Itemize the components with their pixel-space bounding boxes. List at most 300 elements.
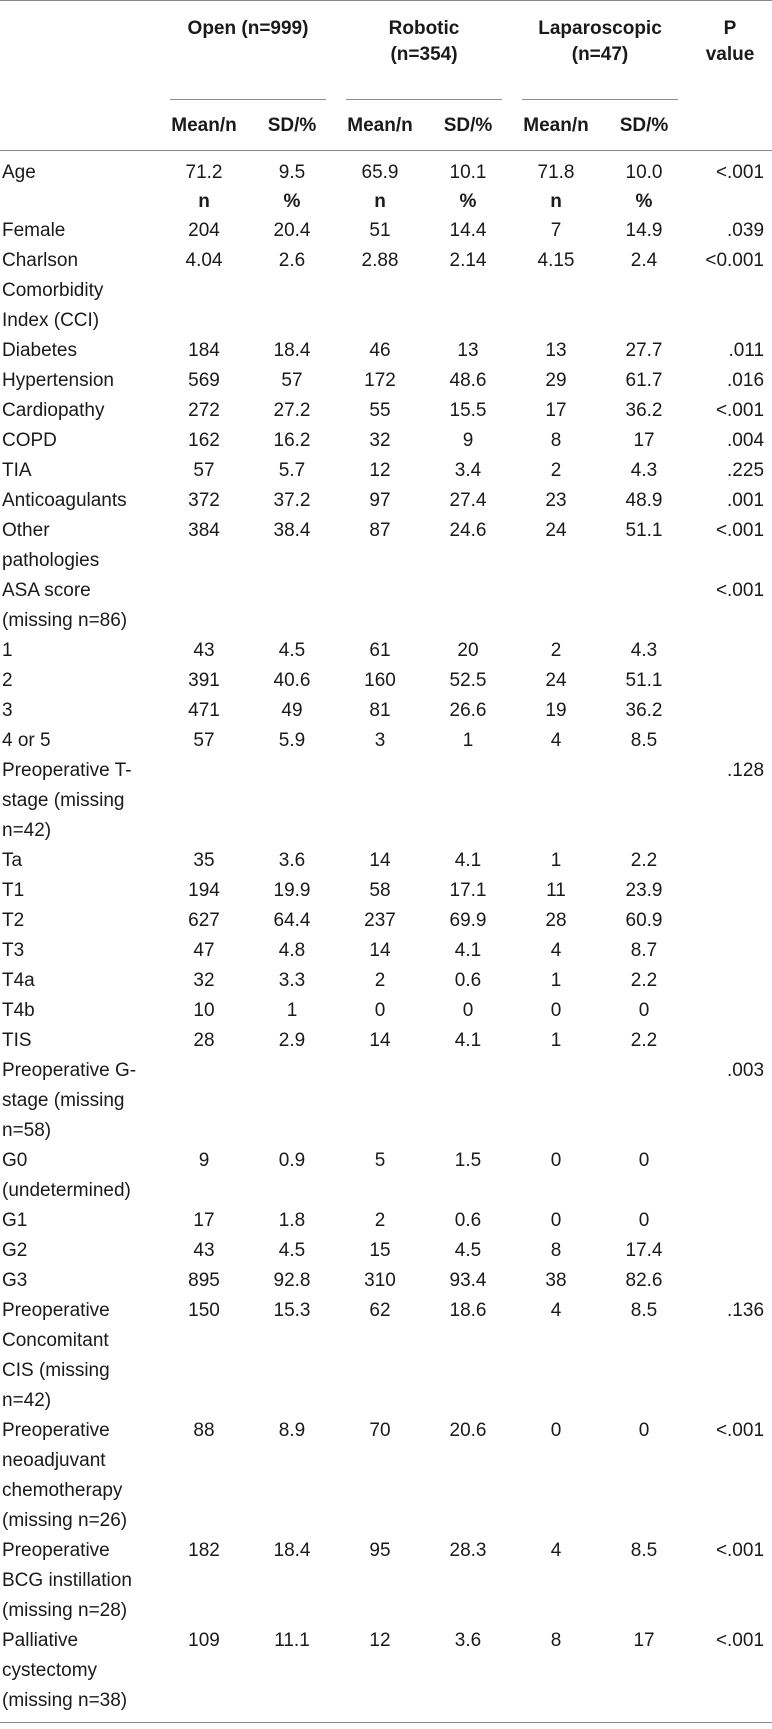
row-label — [0, 966, 160, 996]
cell-value: 2 — [550, 640, 562, 661]
cell-value: 0.6 — [454, 1210, 482, 1231]
cell-value: 4.5 — [454, 1240, 482, 1261]
cell-value: 160 — [364, 670, 396, 691]
table-row — [0, 1206, 772, 1236]
row-label — [0, 636, 160, 666]
cell-value — [424, 1056, 512, 1146]
cell-value: 14.9 — [625, 220, 663, 241]
cell-value: 65.9 — [361, 162, 399, 183]
cell-value: 8 — [550, 430, 562, 451]
cell-value: 0 — [374, 1000, 386, 1021]
cell-value: 19 — [545, 700, 567, 721]
cell-value: 14 — [369, 1030, 391, 1051]
cell-value: 37.2 — [273, 490, 311, 511]
cell-value: 4.5 — [278, 1240, 306, 1261]
row-label-line: (undetermined) — [2, 1180, 131, 1201]
table-row — [0, 756, 772, 846]
cell-value: 70 — [369, 1420, 391, 1441]
cell-value: 13 — [457, 340, 479, 361]
p-value: .128 — [727, 760, 765, 781]
cell-value: 36.2 — [625, 400, 663, 421]
cell-value: 15.5 — [449, 400, 487, 421]
cell-value: 4.8 — [278, 940, 306, 961]
cell-value: 57 — [193, 730, 215, 751]
cell-value: 0 — [550, 1210, 562, 1231]
cell-value: 92.8 — [273, 1270, 311, 1291]
cell-value: 27.7 — [625, 340, 663, 361]
row-label — [0, 1536, 160, 1626]
row-label-line: T4b — [2, 1000, 35, 1021]
row-label-line: chemotherapy — [2, 1480, 123, 1501]
row-label — [0, 696, 160, 726]
row-label-line: 1 — [2, 640, 13, 661]
row-label-line: 3 — [2, 700, 13, 721]
p-value — [688, 966, 772, 996]
p-value — [688, 846, 772, 876]
cell-value: 0 — [638, 1150, 650, 1171]
table-row — [0, 246, 772, 336]
robotic-mean-header: Mean/n — [347, 115, 413, 136]
row-label — [0, 216, 160, 246]
cell-value — [248, 756, 336, 846]
p-value: <0.001 — [705, 250, 765, 271]
cell-value: 28 — [193, 1030, 215, 1051]
laparoscopic-group-header — [512, 0, 688, 100]
cell-value: 2.2 — [630, 1030, 658, 1051]
row-label-line: Preoperative T- — [2, 760, 132, 781]
cell-value: 4.04 — [185, 250, 223, 271]
cell-value: 194 — [188, 880, 220, 901]
row-label-line: n=42) — [2, 1390, 52, 1411]
row-label-line: Hypertension — [2, 370, 114, 391]
cell-value: 51.1 — [625, 670, 663, 691]
cell-value: 57 — [281, 370, 303, 391]
row-label — [0, 486, 160, 516]
header-rule — [0, 150, 772, 151]
row-label-line: Cardiopathy — [2, 400, 105, 421]
row-label — [0, 906, 160, 936]
row-label — [0, 1056, 160, 1146]
row-label — [0, 246, 160, 336]
cell-value: 14.4 — [449, 220, 487, 241]
row-label — [0, 936, 160, 966]
p-value: <.001 — [715, 1420, 765, 1441]
cell-value — [424, 756, 512, 846]
cell-value: 20.6 — [449, 1420, 487, 1441]
cell-value: 5.9 — [278, 730, 306, 751]
row-label-line: (missing n=38) — [2, 1690, 128, 1711]
table-row — [0, 876, 772, 906]
table-row — [0, 426, 772, 456]
cell-value: 61.7 — [625, 370, 663, 391]
cell-value: 4.1 — [454, 850, 482, 871]
cell-value: 14 — [369, 850, 391, 871]
cell-value: 9 — [462, 430, 474, 451]
cell-value: 0.9 — [278, 1150, 306, 1171]
cell-value: 32 — [193, 970, 215, 991]
row-label-line: Age — [2, 162, 36, 183]
table-row — [0, 486, 772, 516]
cell-value: 38.4 — [273, 520, 311, 541]
cell-value: 18.6 — [449, 1300, 487, 1321]
table-row — [0, 1026, 772, 1056]
row-label — [0, 756, 160, 846]
cell-value: 184 — [188, 340, 220, 361]
p-value — [688, 906, 772, 936]
cell-value: 17 — [545, 400, 567, 421]
open-mean-header: Mean/n — [171, 115, 237, 136]
p-value: .001 — [727, 490, 765, 511]
row-label-line: Index (CCI) — [2, 310, 100, 331]
cell-value: 48.9 — [625, 490, 663, 511]
row-label-line: T4a — [2, 970, 35, 991]
row-label-line: T2 — [2, 910, 25, 931]
p-value — [688, 636, 772, 666]
row-label-line: G2 — [2, 1240, 28, 1261]
row-label-line: Diabetes — [2, 340, 77, 361]
cell-value — [160, 756, 248, 846]
cell-value: 35 — [193, 850, 215, 871]
cell-value: 0 — [550, 1150, 562, 1171]
blank-header — [0, 0, 160, 100]
table-row — [0, 216, 772, 246]
p-value: <.001 — [715, 400, 765, 421]
row-label — [0, 396, 160, 426]
cell-value: 1 — [550, 970, 562, 991]
robotic-sd-header: SD/% — [443, 115, 493, 136]
cell-value: 2.4 — [630, 250, 658, 271]
row-label — [0, 996, 160, 1026]
cell-value: 4.15 — [537, 250, 575, 271]
table-row — [0, 576, 772, 636]
row-label-line: pathologies — [2, 550, 100, 571]
cell-value: 71.8 — [537, 162, 575, 183]
cell-value: 0 — [550, 1420, 562, 1441]
cell-value: 28 — [545, 910, 567, 931]
cell-value: 2 — [550, 460, 562, 481]
cell-value: 1 — [462, 730, 474, 751]
row-label-line: n=42) — [2, 820, 52, 841]
cell-value: 58 — [369, 880, 391, 901]
cell-value: 237 — [364, 910, 396, 931]
cell-value: 24.6 — [449, 520, 487, 541]
cell-value — [600, 756, 688, 846]
cell-value: 64.4 — [273, 910, 311, 931]
cell-value: 204 — [188, 220, 220, 241]
cell-value — [600, 1056, 688, 1146]
blank-subheader — [0, 100, 160, 152]
cell-value: 10 — [193, 1000, 215, 1021]
cell-value: 95 — [369, 1540, 391, 1561]
row-label — [0, 846, 160, 876]
robotic-group-header — [336, 0, 512, 100]
cell-value: 20.4 — [273, 220, 311, 241]
row-label-line: (missing n=86) — [2, 610, 128, 631]
laparoscopic-mean-header: Mean/n — [523, 115, 589, 136]
table-row — [0, 152, 772, 188]
table-row — [0, 726, 772, 756]
table-row — [0, 1536, 772, 1626]
cell-value: 69.9 — [449, 910, 487, 931]
row-label — [0, 1146, 160, 1206]
cell-value: 8 — [550, 1630, 562, 1651]
cell-value — [160, 576, 248, 636]
row-label-line: Preoperative — [2, 1420, 110, 1441]
table-row — [0, 936, 772, 966]
cell-value: 16.2 — [273, 430, 311, 451]
cell-value: 12 — [369, 460, 391, 481]
cell-value: 4.1 — [454, 1030, 482, 1051]
table-row — [0, 636, 772, 666]
p-value: .016 — [727, 370, 765, 391]
cell-value: 4.1 — [454, 940, 482, 961]
row-label-line: COPD — [2, 430, 57, 451]
cell-value — [248, 1056, 336, 1146]
open-sd-header: SD/% — [267, 115, 317, 136]
row-label — [0, 1416, 160, 1536]
cell-value: 9.5 — [278, 162, 306, 183]
cell-value: 28.3 — [449, 1540, 487, 1561]
cell-value: 10.1 — [449, 162, 487, 183]
p-value — [688, 1236, 772, 1266]
cell-value: 81 — [369, 700, 391, 721]
cell-value: 18.4 — [273, 340, 311, 361]
cell-value: 2.88 — [361, 250, 399, 271]
table-header — [0, 0, 772, 152]
row-label-line: Comorbidity — [2, 280, 104, 301]
cell-value — [336, 1056, 424, 1146]
cell-value: 2.9 — [278, 1030, 306, 1051]
cell-value: 2 — [374, 1210, 386, 1231]
cell-value: 9 — [198, 1150, 210, 1171]
robotic-title: Robotic — [388, 18, 460, 39]
table-body — [0, 152, 772, 1716]
table-row — [0, 1236, 772, 1266]
row-label — [0, 1026, 160, 1056]
cell-value: 0 — [550, 1000, 562, 1021]
row-label-line: 2 — [2, 670, 13, 691]
cell-value: 15.3 — [273, 1300, 311, 1321]
cell-value: 4.5 — [278, 640, 306, 661]
cell-value: 3.6 — [454, 1630, 482, 1651]
cell-value: 2 — [374, 970, 386, 991]
cell-value: 20 — [457, 640, 479, 661]
cell-value: 4 — [550, 1300, 562, 1321]
row-label-line: 4 or 5 — [2, 730, 51, 751]
cell-value — [424, 576, 512, 636]
row-label-line: TIS — [2, 1030, 32, 1051]
p-value: <.001 — [715, 1630, 765, 1651]
cell-value: 12 — [369, 1630, 391, 1651]
p-value — [688, 726, 772, 756]
p-value — [688, 1026, 772, 1056]
unit-n: n — [198, 191, 210, 212]
cell-value: 27.4 — [449, 490, 487, 511]
row-label-line: Female — [2, 220, 66, 241]
cell-value: 24 — [545, 520, 567, 541]
cell-value: 62 — [369, 1300, 391, 1321]
cell-value: 1 — [550, 1030, 562, 1051]
p-value — [688, 666, 772, 696]
cell-value: 8.7 — [630, 940, 658, 961]
cell-value: 61 — [369, 640, 391, 661]
row-label-line: Preoperative G- — [2, 1060, 137, 1081]
cell-value: 0 — [638, 1000, 650, 1021]
cell-value: 1 — [286, 1000, 298, 1021]
cell-value: 5 — [374, 1150, 386, 1171]
cell-value: 51.1 — [625, 520, 663, 541]
p-value: <.001 — [715, 162, 765, 183]
table-row — [0, 696, 772, 726]
cell-value: 3.6 — [278, 850, 306, 871]
row-label-line: Other — [2, 520, 50, 541]
row-label-line: Anticoagulants — [2, 490, 127, 511]
row-label — [0, 152, 160, 188]
row-label — [0, 876, 160, 906]
cell-value: 11 — [546, 880, 566, 901]
bottom-rule — [0, 1722, 772, 1723]
table-row — [0, 516, 772, 576]
cell-value — [512, 756, 600, 846]
cell-value: 13 — [545, 340, 567, 361]
cell-value: 49 — [281, 700, 303, 721]
cell-value: 4 — [550, 730, 562, 751]
cell-value: 36.2 — [625, 700, 663, 721]
cell-value: 32 — [369, 430, 391, 451]
row-label — [0, 726, 160, 756]
p-value — [688, 996, 772, 1026]
cell-value: 384 — [188, 520, 220, 541]
cell-value: 57 — [193, 460, 215, 481]
cell-value: 2.2 — [630, 970, 658, 991]
cell-value: 8 — [550, 1240, 562, 1261]
cell-value: 43 — [193, 640, 215, 661]
cell-value — [600, 576, 688, 636]
robotic-count: (n=354) — [390, 44, 458, 65]
p-value: .225 — [727, 460, 765, 481]
row-label-line: n=58) — [2, 1120, 52, 1141]
cell-value: 93.4 — [449, 1270, 487, 1291]
row-label — [0, 1296, 160, 1416]
unit-percent: % — [283, 191, 301, 212]
p-value: .039 — [727, 220, 765, 241]
table-row — [0, 366, 772, 396]
p-value — [688, 936, 772, 966]
cell-value: 150 — [188, 1300, 220, 1321]
cell-value: 14 — [369, 940, 391, 961]
cell-value: 8.5 — [630, 730, 658, 751]
cell-value: 109 — [188, 1630, 220, 1651]
cell-value — [248, 576, 336, 636]
cell-value — [512, 576, 600, 636]
row-label — [0, 1266, 160, 1296]
table-row — [0, 996, 772, 1026]
laparoscopic-title: Laparoscopic — [538, 18, 662, 39]
cell-value: 0.6 — [454, 970, 482, 991]
cell-value: 1.8 — [278, 1210, 306, 1231]
cell-value: 29 — [545, 370, 567, 391]
cell-value — [336, 756, 424, 846]
cell-value: 0 — [638, 1210, 650, 1231]
row-label — [0, 1626, 160, 1716]
table-row — [0, 1266, 772, 1296]
row-label-line: T3 — [2, 940, 25, 961]
cell-value: 17.1 — [449, 880, 487, 901]
cell-value — [512, 1056, 600, 1146]
cell-value: 310 — [364, 1270, 396, 1291]
cell-value: 4 — [550, 1540, 562, 1561]
cell-value: 51 — [369, 220, 391, 241]
cell-value: 372 — [188, 490, 220, 511]
table-row — [0, 1626, 772, 1716]
cell-value: 40.6 — [273, 670, 311, 691]
cell-value: 15 — [369, 1240, 391, 1261]
row-label — [0, 426, 160, 456]
cell-value: 19.9 — [273, 880, 311, 901]
row-label-line: T1 — [2, 880, 25, 901]
row-label-line: neoadjuvant — [2, 1450, 106, 1471]
cell-value: 24 — [545, 670, 567, 691]
cell-value: 0 — [638, 1420, 650, 1441]
cell-value: 8.5 — [630, 1540, 658, 1561]
cell-value: 2.14 — [449, 250, 487, 271]
cell-value — [336, 576, 424, 636]
p-value: .004 — [727, 430, 765, 451]
cell-value: 627 — [188, 910, 220, 931]
cell-value: 10.0 — [625, 162, 663, 183]
cell-value: 272 — [188, 400, 220, 421]
cell-value: 47 — [193, 940, 215, 961]
cell-value: 87 — [369, 520, 391, 541]
row-label-line: Palliative — [2, 1630, 79, 1651]
row-label-line: G3 — [2, 1270, 28, 1291]
table-row — [0, 966, 772, 996]
cell-value: 38 — [545, 1270, 567, 1291]
table-row — [0, 1146, 772, 1206]
row-label-line: stage (missing — [2, 1090, 125, 1111]
cell-value: 3.3 — [278, 970, 306, 991]
cell-value: 4.3 — [630, 460, 658, 481]
row-label — [0, 516, 160, 576]
row-label-line: (missing n=26) — [2, 1510, 128, 1531]
row-label-line: stage (missing — [2, 790, 125, 811]
table-row — [0, 1056, 772, 1146]
cell-value: 569 — [188, 370, 220, 391]
cell-value: 0 — [462, 1000, 474, 1021]
table-row — [0, 396, 772, 426]
p-value — [688, 1206, 772, 1236]
p-value — [688, 696, 772, 726]
cell-value: 82.6 — [625, 1270, 663, 1291]
open-group-header: Open (n=999) — [160, 0, 336, 100]
row-label-line: ASA score — [2, 580, 91, 601]
unit-n: n — [550, 191, 562, 212]
row-label — [0, 1206, 160, 1236]
unit-percent: % — [635, 191, 653, 212]
cell-value: 2.2 — [630, 850, 658, 871]
p-value: .011 — [728, 340, 765, 361]
cell-value: 182 — [188, 1540, 220, 1561]
p-value: <.001 — [715, 520, 765, 541]
cell-value: 18.4 — [273, 1540, 311, 1561]
row-label-line: CIS (missing — [2, 1360, 110, 1381]
cell-value: 11.1 — [274, 1630, 310, 1651]
p-value — [688, 1266, 772, 1296]
cell-value: 5.7 — [278, 460, 306, 481]
cell-value: 88 — [193, 1420, 215, 1441]
row-label-line: BCG instillation — [2, 1570, 132, 1591]
cell-value: 71.2 — [185, 162, 223, 183]
